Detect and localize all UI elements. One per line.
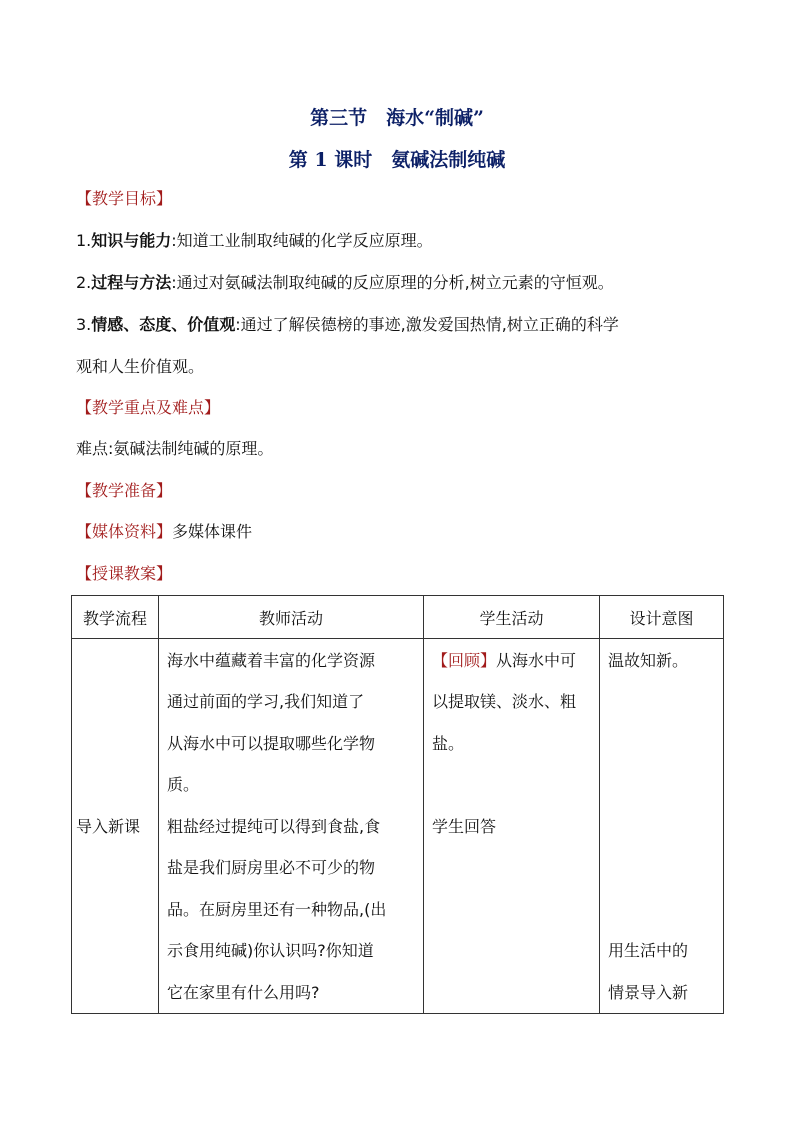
teacher-activity-cell: 海水中蕴藏着丰富的化学资源 通过前面的学习,我们知道了 从海水中可以提取哪些化学物 质。 粗盐经过提纯可以得到食盐,食 盐是我们厨房里必不可少的物 品。在厨房里还有一种物品,(出 示食用纯碱)你认识吗?你知道 它在家里有什么用吗? [159,639,424,1014]
stage-label: 导入新课 [76,817,141,836]
section-heading-preparation: 【教学准备】 [76,481,173,500]
header-stage: 教学流程 [72,596,159,639]
student-activity-cell: 【回顾】从海水中可 以提取镁、淡水、粗 盐。 学生回答 [424,639,600,1014]
media-label: 【媒体资料】 [76,522,173,541]
section-heading-key-points: 【教学重点及难点】 [76,398,221,417]
page-subtitle: 第 1 课时 氨碱法制纯碱 [288,149,506,171]
header-intent: 设计意图 [600,596,724,639]
header-teacher: 教师活动 [159,596,424,639]
design-intent-cell: 温故知新。 用生活中的 情景导入新 [600,639,724,1014]
difficulty-text: 难点:氨碱法制纯碱的原理。 [76,439,274,458]
lesson-plan-table [71,595,724,1014]
goal-item-1: 1.知识与能力:知道工业制取纯碱的化学反应原理。 [76,231,433,250]
media-value: 多媒体课件 [172,522,253,541]
table-header-row [72,596,724,639]
goal-item-2: 2.过程与方法:通过对氨碱法制取纯碱的反应原理的分析,树立元素的守恒观。 [76,273,614,292]
section-heading-goals: 【教学目标】 [76,189,173,208]
table-row [72,639,724,1014]
review-tag: 【回顾】 [432,651,497,670]
section-media [76,521,726,543]
stage-cell [72,639,159,1014]
student-answer: 学生回答 [432,817,497,836]
page-title: 第三节 海水“制碱” [310,107,484,129]
section-heading-lesson-plan: 【授课教案】 [76,564,173,583]
goal-item-3: 3.情感、态度、价值观:通过了解侯德榜的事迹,激发爱国热情,树立正确的科学 [76,315,619,334]
header-student: 学生活动 [424,596,600,639]
goal-item-3-continued: 观和人生价值观。 [76,357,205,376]
